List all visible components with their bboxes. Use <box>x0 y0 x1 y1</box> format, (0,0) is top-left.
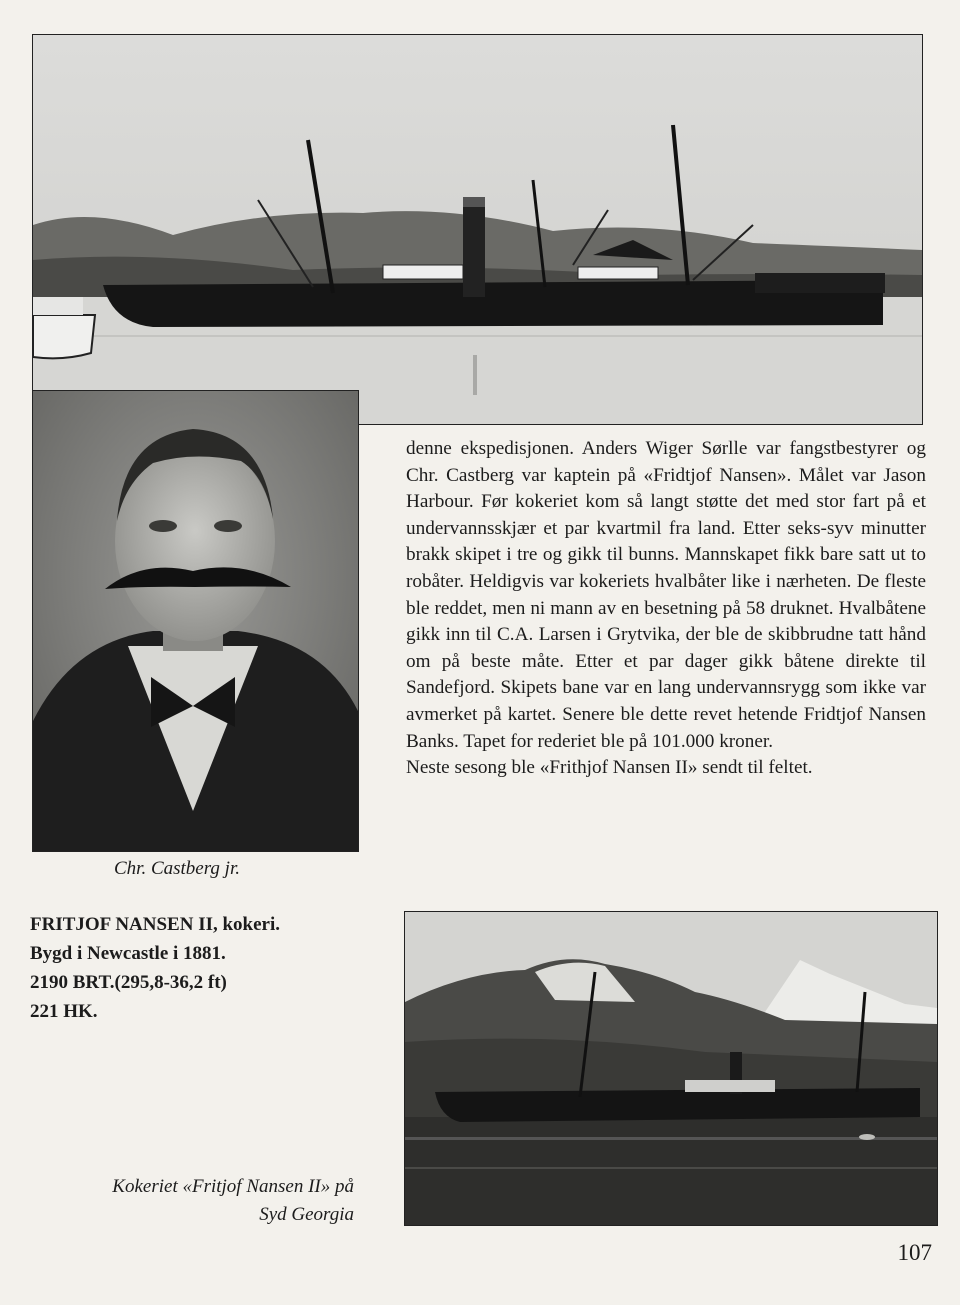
body-paragraph: Neste sesong ble «Frithjof Nansen II» sendt til feltet. <box>406 757 813 779</box>
portrait-caption: Chr. Castberg jr. <box>114 858 240 879</box>
body-text <box>406 436 926 782</box>
ship-info-line: FRITJOF NANSEN II, kokeri. <box>30 914 281 935</box>
body-paragraph: denne ekspedisjonen. Anders Wiger Sørlle var fangstbestyrer og Chr. Castberg var kaptein på «Fridtjof Nansen». Målet var Jason Harbour. Før kokeriet kom så langt støtte det med stor fart på et undervannsskjær et par kvartmil fra land. Etter seks-syv minutter brakk skipet i tre og gikk til bunns. Mannskapet fikk bare satt ut to robåter. Heldigvis var kokeriets hvalbåter like i nærheten. De fleste ble reddet, men ni mann av en besetning på 58 druknet. Hvalbåtene gikk inn til C.A. Larsen i Grytvika, der ble de skibbrudne tatt hånd om på beste måte. Etter et par dager gikk båtene direkte til Sandefjord. Skipets bane var en lang undervannsrygg som ikke var avmerket på kartet. Senere ble dette revet hetende Fridtjof Nansen Banks. Tapet for rederiet ble på 101.000 kroner. <box>406 438 926 752</box>
ship-illustration <box>405 912 937 1225</box>
ship-photo-top <box>32 34 923 425</box>
ship-info <box>30 910 280 1026</box>
ship-info-line: 2190 BRT.(295,8-36,2 ft) <box>30 972 227 993</box>
ship-caption <box>62 1173 354 1229</box>
portrait-illustration <box>33 391 358 851</box>
ship-photo-bottom <box>404 911 938 1226</box>
ship-illustration <box>33 35 922 424</box>
page-number: 107 <box>897 1240 932 1265</box>
ship-caption-line: Syd Georgia <box>259 1204 354 1225</box>
portrait-photo <box>32 390 359 852</box>
ship-info-line: 221 HK. <box>30 1001 98 1022</box>
ship-caption-line: Kokeriet «Fritjof Nansen II» på <box>112 1176 354 1197</box>
ship-info-line: Bygd i Newcastle i 1881. <box>30 943 226 964</box>
